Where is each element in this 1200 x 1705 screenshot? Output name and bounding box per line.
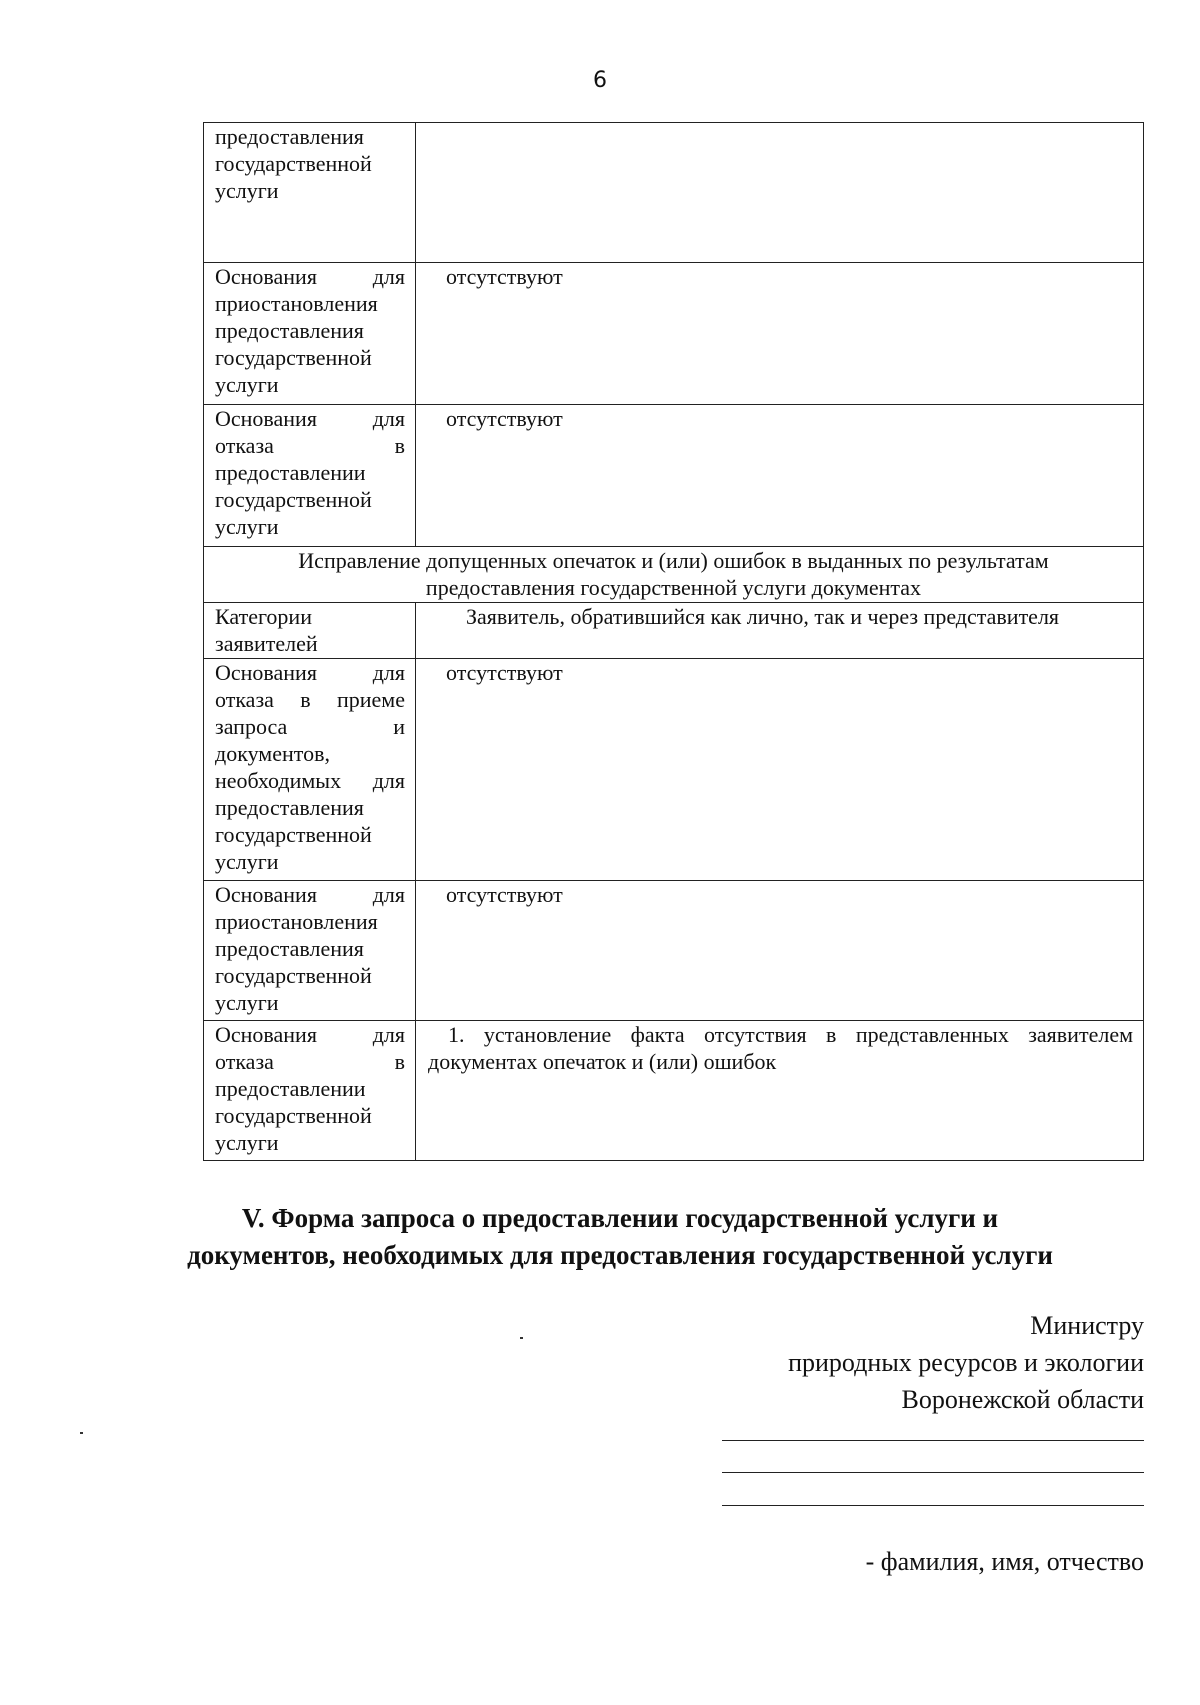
row-value: отсутствуют [416,263,1144,405]
section-heading-line: V. Форма запроса о предоставлении государственной услуги и [241,1203,999,1233]
section-heading-line: документов, необходимых для предоставления государственной услуги [187,1240,1053,1270]
row-value: отсутствуют [416,659,1144,881]
table-row [204,1021,1144,1161]
fio-caption: - фамилия, имя, отчество [865,1547,1144,1576]
row-value: отсутствуют [416,881,1144,1021]
addressee-line: природных ресурсов и экологии [788,1348,1144,1377]
addressee-line: Министру [1030,1311,1144,1340]
page-number: 6 [593,68,607,93]
table-row [204,405,1144,547]
table-row [204,263,1144,405]
addressee-line: Воронежской области [901,1385,1144,1414]
section-heading [150,1200,1090,1274]
row-value: Заявитель, обратившийся как лично, так и через представителя [416,603,1144,659]
table-section-row [204,547,1144,603]
scan-mark [80,1432,83,1434]
row-value [416,123,1144,263]
blank-line [722,1440,1144,1441]
table-row [204,123,1144,263]
table-row [204,659,1144,881]
scan-mark [520,1337,523,1339]
row-label: Основания для отказа в предоставлении государственной услуги [204,405,416,547]
row-label: Основания для приостановления предоставления государственной услуги [204,263,416,405]
blank-line [722,1472,1144,1473]
section-title: Исправление допущенных опечаток и (или) ошибок в выданных по результатам предоставления государственной услуги документах [204,547,1144,603]
row-label: Основания для отказа в приеме запроса и документов, необходимых для предоставления государственной услуги [204,659,416,881]
table-row [204,603,1144,659]
table-row [204,881,1144,1021]
addressee-block [788,1307,1144,1418]
row-label: Категории заявителей [204,603,416,659]
row-label: Основания для отказа в предоставлении государственной услуги [204,1021,416,1161]
row-label: предоставления государственной услуги [204,123,416,263]
row-value: отсутствуют [416,405,1144,547]
services-table [203,122,1144,1161]
row-value: 1. установление факта отсутствия в представленных заявителем документах опечаток и (или) ошибок [428,1022,1133,1074]
blank-line [722,1505,1144,1506]
row-label: Основания для приостановления предоставления государственной услуги [204,881,416,1021]
